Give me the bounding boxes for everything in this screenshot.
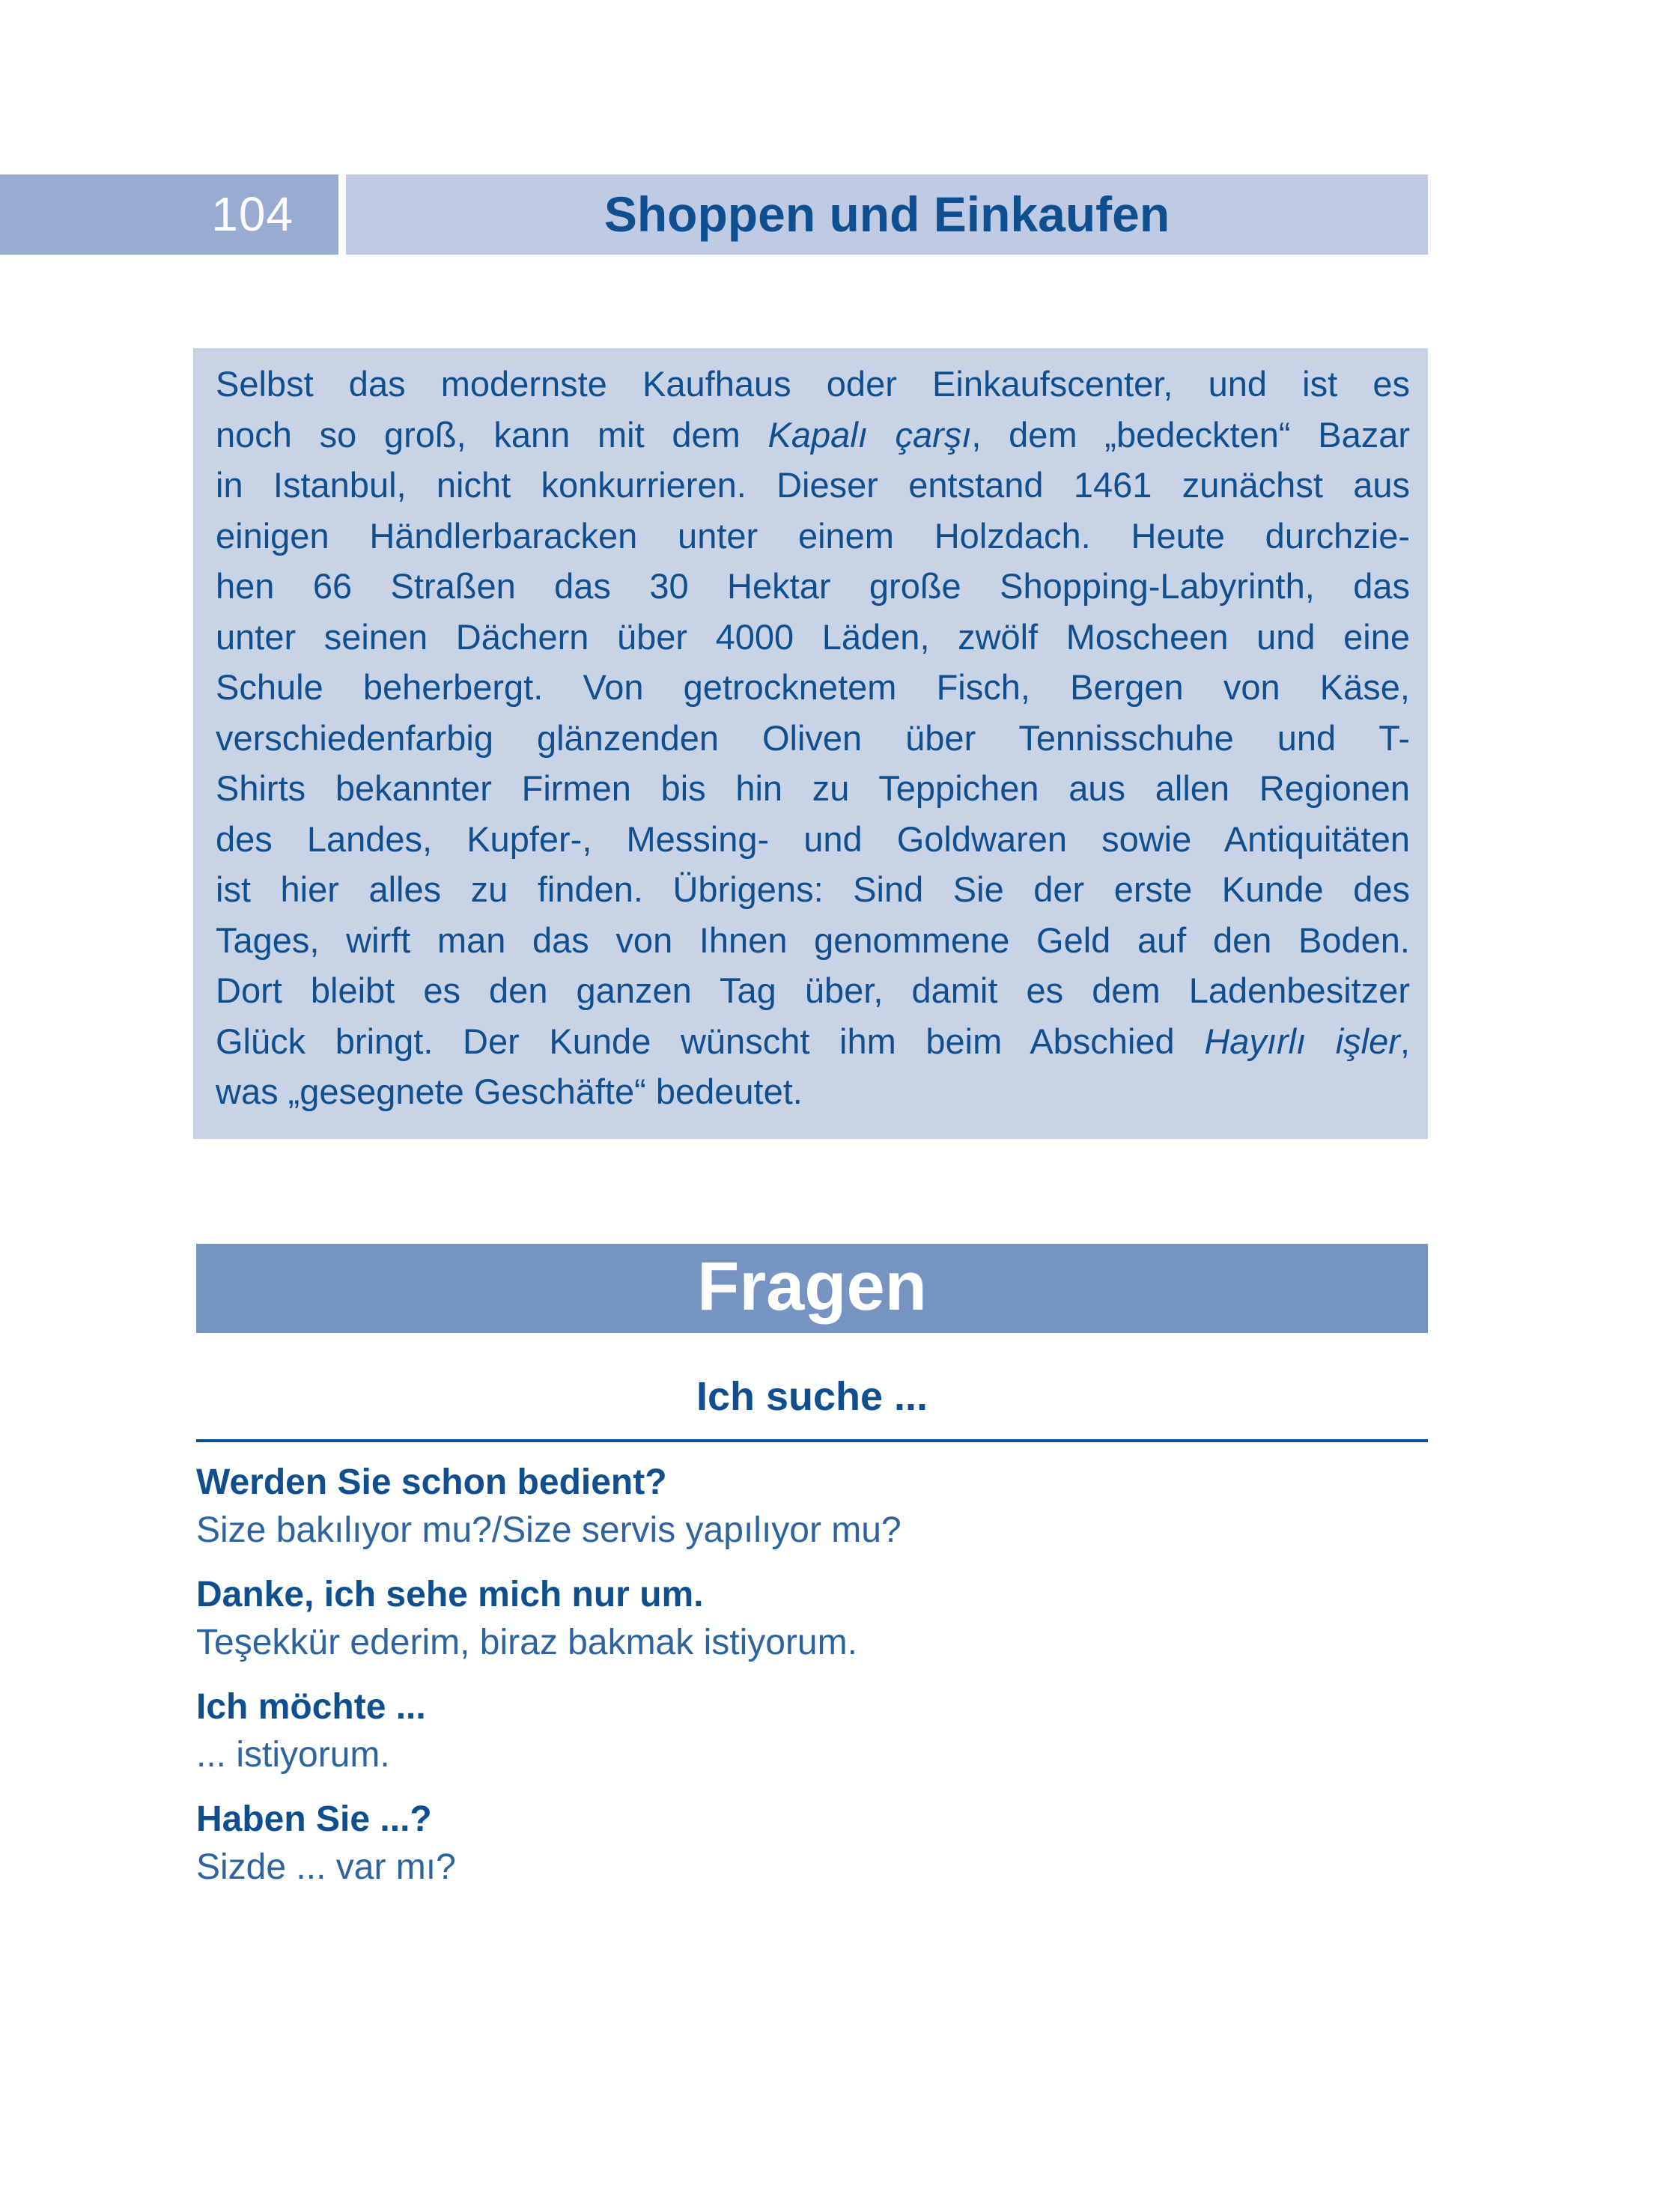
phrase-german: Danke, ich sehe mich nur um.: [196, 1575, 704, 1614]
section-title: Fragen: [697, 1248, 927, 1325]
info-text-run: hen 66 Straßen das 30 Hektar große Shopping-Labyrinth, das: [216, 566, 1410, 606]
info-line: [216, 713, 1410, 764]
info-line: [216, 612, 1410, 663]
info-line: [216, 763, 1410, 814]
info-text-run: was „gesegnete Geschäfte“ bedeutet.: [216, 1072, 803, 1111]
info-line: [216, 561, 1410, 612]
phrase-german: Werden Sie schon bedient?: [196, 1462, 667, 1502]
subheading: Ich suche ...: [696, 1374, 928, 1419]
info-text-run: unter seinen Dächern über 4000 Läden, zwölf Moscheen und eine: [216, 616, 1410, 657]
info-text-run: , dem „bedeckten“ Bazar: [971, 414, 1410, 455]
info-line: [216, 915, 1410, 966]
info-line: [216, 460, 1410, 511]
chapter-title: Shoppen und Einkaufen: [604, 186, 1170, 242]
phrase-item: [196, 1571, 1428, 1667]
info-line: [216, 965, 1410, 1016]
info-line: [216, 1016, 1410, 1067]
turkish-term: Hayırlı işler: [1204, 1021, 1400, 1061]
info-line: [216, 410, 1410, 461]
phrase-item: [196, 1459, 1428, 1555]
phrase-list: [196, 1459, 1428, 1908]
info-line: [216, 814, 1410, 865]
info-text-run: Dort bleibt es den ganzen Tag über, damit es dem Ladenbesitzer: [216, 970, 1410, 1010]
info-text-run: ist hier alles zu finden. Übrigens: Sind Sie der erste Kunde des: [216, 869, 1410, 909]
info-paragraph: [216, 359, 1410, 1117]
chapter-header: [346, 174, 1428, 255]
info-box: [193, 348, 1428, 1139]
info-text-run: Selbst das modernste Kaufhaus oder Einkaufscenter, und ist es: [216, 364, 1410, 404]
phrase-german: Ich möchte ...: [196, 1687, 426, 1727]
phrase-turkish: Sizde ... var mı?: [196, 1847, 456, 1887]
phrase-turkish: Teşekkür ederim, biraz bakmak istiyorum.: [196, 1623, 857, 1662]
subheading-divider: [196, 1439, 1428, 1442]
info-text-run: Glück bringt. Der Kunde wünscht ihm beim Abschied: [216, 1021, 1205, 1061]
info-line: [216, 1066, 1410, 1117]
info-text-run: in Istanbul, nicht konkurrieren. Dieser entstand 1461 zunächst aus: [216, 465, 1410, 505]
info-text-run: Schule beherbergt. Von getrocknetem Fisch, Bergen von Käse,: [216, 667, 1410, 707]
info-text-run: Shirts bekannter Firmen bis hin zu Teppichen aus allen Regionen: [216, 768, 1410, 808]
info-line: [216, 359, 1410, 410]
phrase-turkish: Size bakılıyor mu?/Size servis yapılıyor mu?: [196, 1510, 902, 1550]
info-line: [216, 511, 1410, 562]
info-text-run: einigen Händlerbaracken unter einem Holzdach. Heute durchzie-: [216, 515, 1410, 556]
page-number: 104: [211, 187, 294, 241]
info-line: [216, 864, 1410, 915]
turkish-term: Kapalı çarşı: [767, 414, 972, 455]
info-text-run: noch so groß, kann mit dem: [216, 414, 768, 455]
info-text-run: verschiedenfarbig glänzenden Oliven über Tennisschuhe und T-: [216, 717, 1410, 758]
phrase-turkish: ... istiyorum.: [196, 1735, 390, 1775]
info-text-run: Tages, wirft man das von Ihnen genommene Geld auf den Boden.: [216, 920, 1410, 960]
info-text-run: ,: [1399, 1021, 1410, 1061]
phrase-item: [196, 1683, 1428, 1779]
section-bar: [196, 1244, 1428, 1333]
page-number-block: [0, 174, 338, 255]
phrase-german: Haben Sie ...?: [196, 1799, 432, 1839]
info-line: [216, 662, 1410, 713]
info-text-run: des Landes, Kupfer-, Messing- und Goldwaren sowie Antiquitäten: [216, 818, 1410, 859]
phrase-item: [196, 1796, 1428, 1892]
